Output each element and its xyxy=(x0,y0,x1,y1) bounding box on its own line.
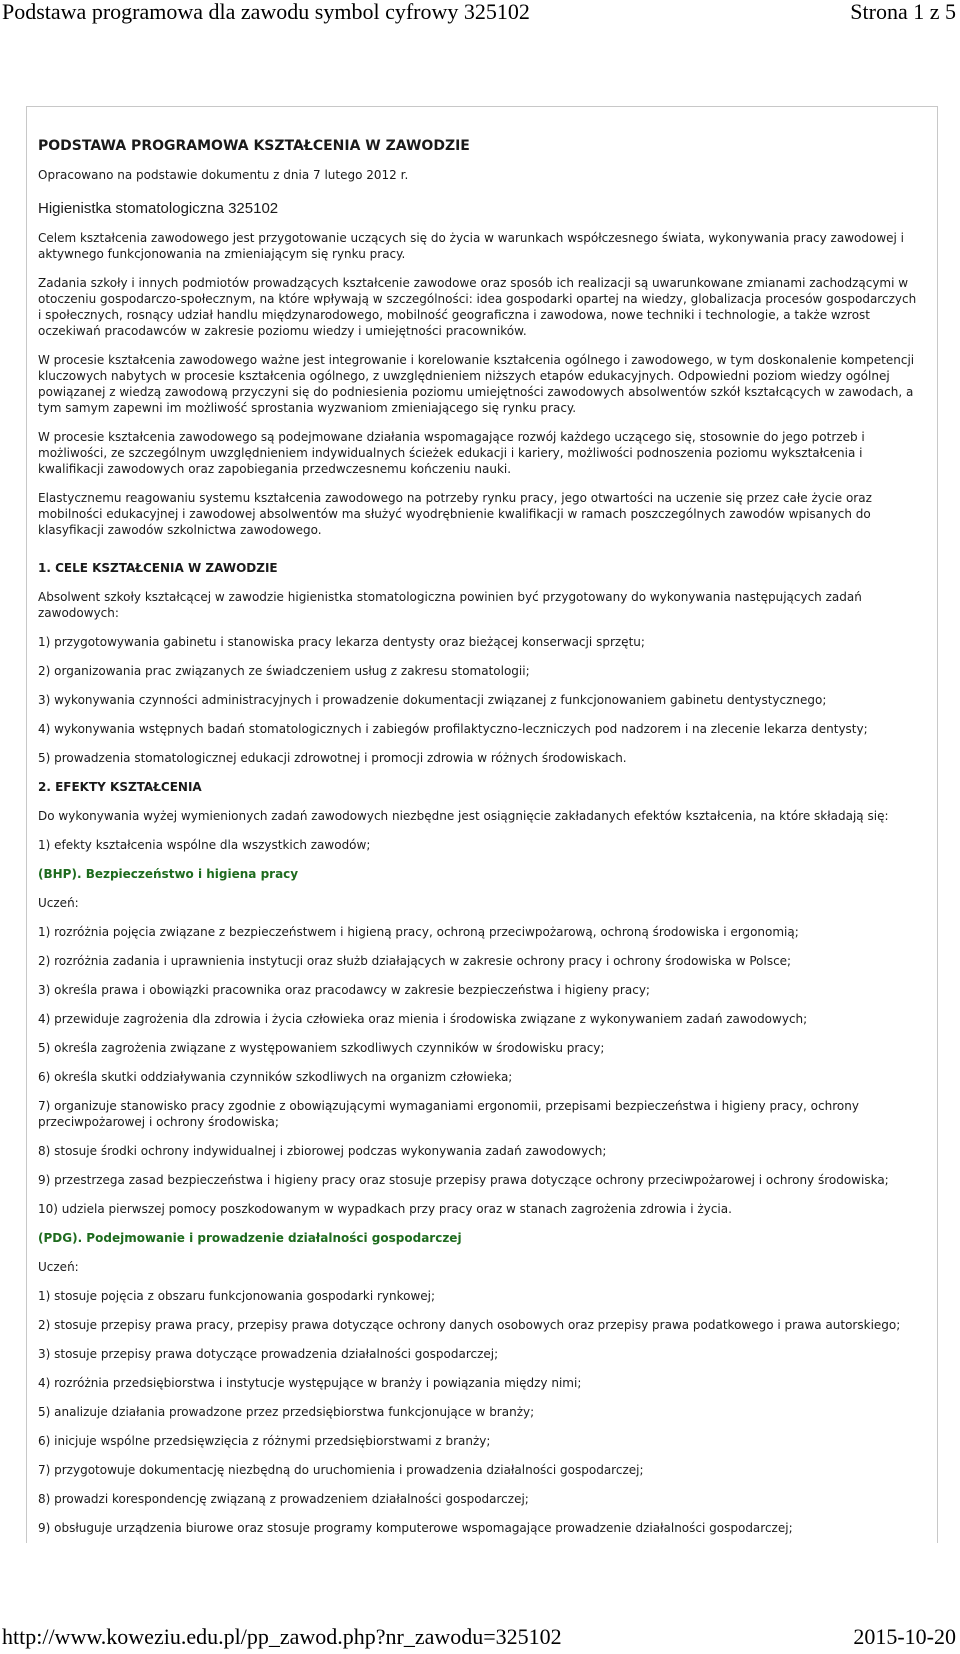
student-label: Uczeń: xyxy=(38,1260,79,1274)
intro-paragraph: Elastycznemu reagowaniu systemu kształcenia zawodowego na potrzeby rynku pracy, jego otwartości na uczenie się przez całe życie oraz mobilności edukacyjnej i zawodowej absolwentów ma służyć wyodrębnienie kwalifikacji w ramach poszczególnych zawodów wpisanych do klasyfikacji zawodów szkolnictwa zawodowego. xyxy=(38,491,872,537)
print-footer xyxy=(0,1625,960,1654)
list-item: 3) wykonywania czynności administracyjnych i prowadzenie dokumentacji związanej z funkcjonowaniem gabinetu dentystycznego; xyxy=(38,693,827,707)
list-item: 8) prowadzi korespondencję związaną z prowadzeniem działalności gospodarczej; xyxy=(38,1492,529,1506)
document-body xyxy=(38,138,918,1549)
pdg-heading: (PDG). Podejmowanie i prowadzenie działalności gospodarczej xyxy=(38,1231,462,1245)
list-item: 7) organizuje stanowisko pracy zgodnie z obowiązującymi wymaganiami ergonomii, przepisami bezpieczeństwa i higieny pracy, ochrony przeciwpożarowej i ochrony środowiska; xyxy=(38,1099,859,1129)
list-item: 5) określa zagrożenia związane z występowaniem szkodliwych czynników w środowisku pracy; xyxy=(38,1041,605,1055)
list-item: 8) stosuje środki ochrony indywidualnej i zbiorowej podczas wykonywania zadań zawodowych; xyxy=(38,1144,607,1158)
profession-title: Higienistka stomatologiczna 325102 xyxy=(38,200,279,217)
list-item: 1) rozróżnia pojęcia związane z bezpieczeństwem i higieną pracy, ochroną przeciwpożarową, ochroną środowiska i ergonomią; xyxy=(38,925,799,939)
list-item: 3) stosuje przepisy prawa dotyczące prowadzenia działalności gospodarczej; xyxy=(38,1347,499,1361)
intro-paragraph: Celem kształcenia zawodowego jest przygotowanie uczących się do życia w warunkach współczesnego świata, wykonywania pracy zawodowej i aktywnego funkcjonowania na zmieniającym się rynku pracy. xyxy=(38,231,905,261)
list-item: 1) przygotowywania gabinetu i stanowiska pracy lekarza dentysty oraz bieżącej konserwacji sprzętu; xyxy=(38,635,645,649)
list-item: 9) przestrzega zasad bezpieczeństwa i higieny pracy oraz stosuje przepisy prawa dotyczące ochrony przeciwpożarowej i ochrony środowiska; xyxy=(38,1173,889,1187)
list-item: 2) rozróżnia zadania i uprawnienia instytucji oraz służb działających w zakresie ochrony pracy i ochrony środowiska w Polsce; xyxy=(38,954,792,968)
source-url[interactable]: http://www.koweziu.edu.pl/pp_zawod.php?nr_zawodu=325102 xyxy=(2,1624,562,1649)
intro-paragraph: Zadania szkoły i innych podmiotów prowadzących kształcenie zawodowe oraz sposób ich realizacji są uwarunkowane zmianami zachodzącymi w otoczeniu gospodarczo-społecznym, na które wpływają w szczególności: idea gospodarki opartej na wiedzy, globalizacja procesów gospodarczych i społecznych, rosnący udział handlu międzynarodowego, mobilność geograficzna i zawodowa, nowe techniki i technologie, a także wzrost oczekiwań pracodawców w zakresie poziomu wiedzy i umiejętności pracowników. xyxy=(38,276,917,338)
section-lead: Do wykonywania wyżej wymienionych zadań zawodowych niezbędne jest osiągnięcie zakładanych efektów kształcenia, na które składają się: xyxy=(38,809,889,823)
list-item: 6) określa skutki oddziaływania czynników szkodliwych na organizm człowieka; xyxy=(38,1070,513,1084)
student-label: Uczeń: xyxy=(38,896,79,910)
print-header-title: Podstawa programowa dla zawodu symbol cyfrowy 325102 xyxy=(2,0,530,24)
bhp-heading: (BHP). Bezpieczeństwo i higiena pracy xyxy=(38,867,299,881)
list-item: 9) obsługuje urządzenia biurowe oraz stosuje programy komputerowe wspomagające prowadzenie działalności gospodarczej; xyxy=(38,1521,793,1535)
section-heading: 2. EFEKTY KSZTAŁCENIA xyxy=(38,780,202,794)
document-title: PODSTAWA PROGRAMOWA KSZTAŁCENIA W ZAWODZIE xyxy=(38,138,470,154)
document-basis: Opracowano na podstawie dokumentu z dnia 7 lutego 2012 r. xyxy=(38,168,409,182)
list-item: 5) analizuje działania prowadzone przez przedsiębiorstwa funkcjonujące w branży; xyxy=(38,1405,535,1419)
section-lead: Absolwent szkoły kształcącej w zawodzie higienistka stomatologiczna powinien być przygotowany do wykonywania następujących zadań zawodowych: xyxy=(38,590,862,620)
page-number: Strona 1 z 5 xyxy=(850,0,956,24)
section-heading: 1. CELE KSZTAŁCENIA W ZAWODZIE xyxy=(38,561,278,575)
subsection-label: 1) efekty kształcenia wspólne dla wszystkich zawodów; xyxy=(38,838,371,852)
list-item: 7) przygotowuje dokumentację niezbędną do uruchomienia i prowadzenia działalności gospodarczej; xyxy=(38,1463,644,1477)
list-item: 10) udziela pierwszej pomocy poszkodowanym w wypadkach przy pracy oraz w stanach zagrożenia zdrowia i życia. xyxy=(38,1202,732,1216)
list-item: 4) rozróżnia przedsiębiorstwa i instytucje występujące w branży i powiązania między nimi; xyxy=(38,1376,582,1390)
intro-paragraph: W procesie kształcenia zawodowego ważne jest integrowanie i korelowanie kształcenia ogólnego i zawodowego, w tym doskonalenie kompetencji kluczowych nabytych w procesie kształcenia ogólnego, z uwzględnieniem niższych etapów edukacyjnych. Odpowiedni poziom wiedzy ogólnej powiązanej z wiedzą zawodową przyczyni się do podniesienia poziomu umiejętności zawodowych absolwentów szkół kształcących w zawodach, a tym samym zapewni im możliwość sprostania wyzwaniom zmieniającego się rynku pracy. xyxy=(38,353,915,415)
list-item: 4) przewiduje zagrożenia dla zdrowia i życia człowieka oraz mienia i środowiska związane z wykonywaniem zadań zawodowych; xyxy=(38,1012,808,1026)
print-date: 2015-10-20 xyxy=(853,1624,956,1649)
intro-paragraph: W procesie kształcenia zawodowego są podejmowane działania wspomagające rozwój każdego uczącego się, stosownie do jego potrzeb i możliwości, ze szczególnym uwzględnieniem indywidualnych ścieżek edukacji i kariery, możliwości podnoszenia poziomu wykształcenia i kwalifikacji zawodowych oraz zapobiegania przedwczesnemu kończeniu nauki. xyxy=(38,430,865,476)
list-item: 2) stosuje przepisy prawa pracy, przepisy prawa dotyczące ochrony danych osobowych oraz przepisy prawa podatkowego i prawa autorskiego; xyxy=(38,1318,901,1332)
list-item: 3) określa prawa i obowiązki pracownika oraz pracodawcy w zakresie bezpieczeństwa i higieny pracy; xyxy=(38,983,650,997)
list-item: 5) prowadzenia stomatologicznej edukacji zdrowotnej i promocji zdrowia w różnych środowiskach. xyxy=(38,751,627,765)
print-header xyxy=(0,0,960,36)
list-item: 1) stosuje pojęcia z obszaru funkcjonowania gospodarki rynkowej; xyxy=(38,1289,436,1303)
list-item: 4) wykonywania wstępnych badań stomatologicznych i zabiegów profilaktyczno-leczniczych pod nadzorem i na zlecenie lekarza dentysty; xyxy=(38,722,868,736)
list-item: 2) organizowania prac związanych ze świadczeniem usług z zakresu stomatologii; xyxy=(38,664,530,678)
list-item: 6) inicjuje wspólne przedsięwzięcia z różnymi przedsiębiorstwami z branży; xyxy=(38,1434,491,1448)
